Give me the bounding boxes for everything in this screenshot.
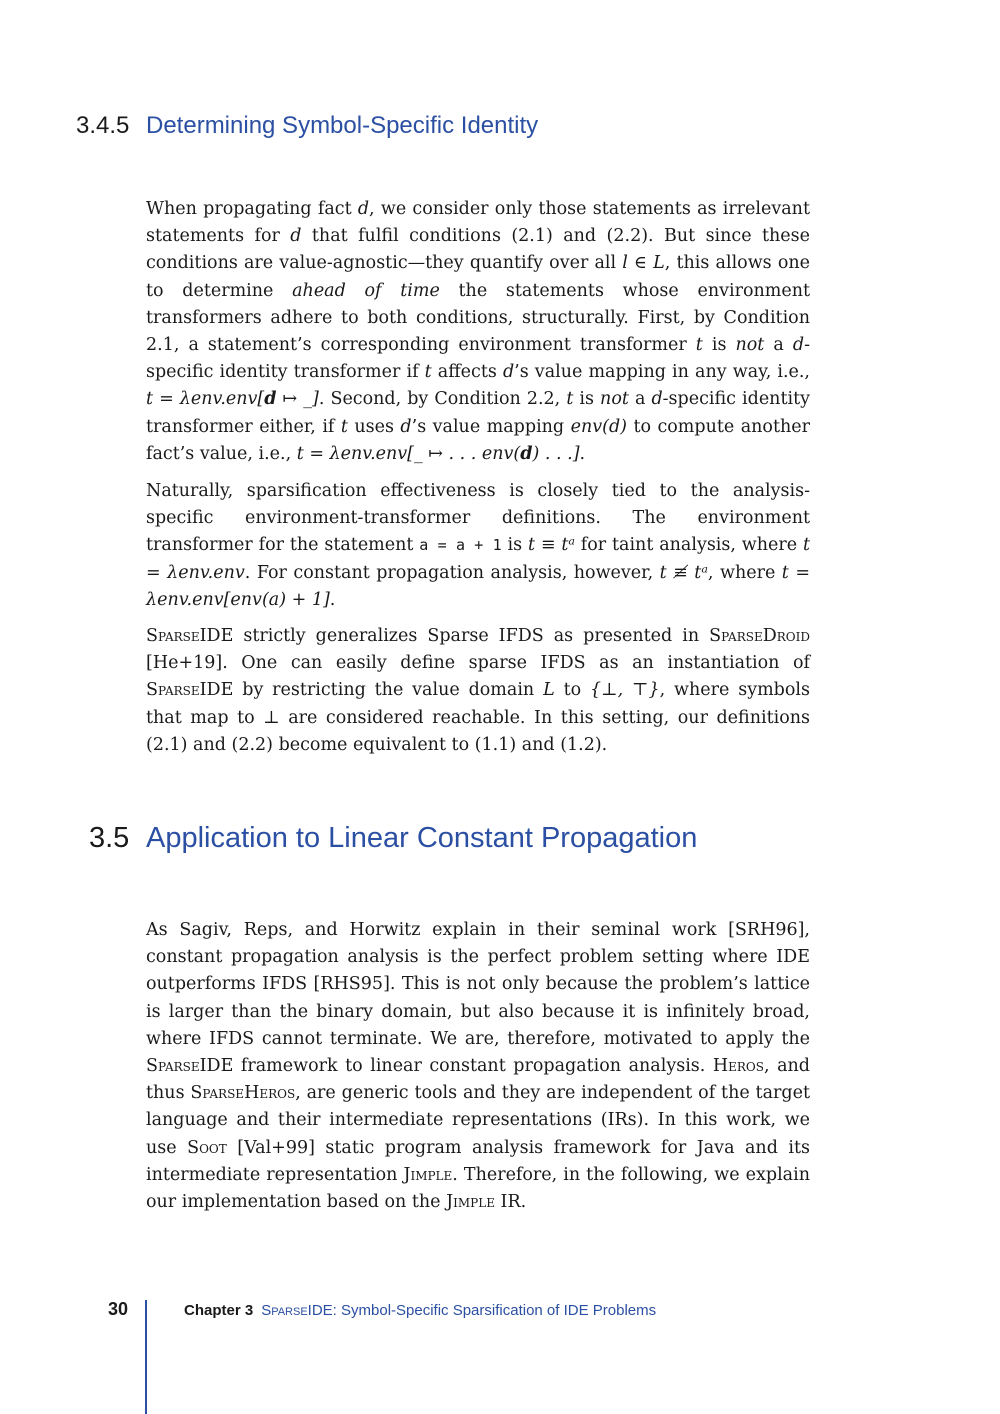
- page-number: 30: [108, 1299, 129, 1319]
- footer-divider: [145, 1300, 147, 1414]
- section-number: 3.4.5: [76, 112, 130, 139]
- running-footer: [184, 1302, 656, 1319]
- code-statement: a = a + 1: [419, 536, 502, 555]
- chapter-title: IDE: Symbol-Specific Sparsification of IDE Problems: [307, 1302, 657, 1319]
- paragraph-constant-propagation: As Sagiv, Reps, and Horwitz explain in their seminal work [SRH96], constant propagation analysis is the perfect problem setting where IDE outperforms IFDS [RHS95]. This is not only because the problem’s lattice is larger than the binary domain, but also because it is infinitely broad, where IFDS cannot terminate. We are, therefore, motivated to apply the SparseIDE framework to linear constant propagation analysis. Heros, and thus SparseHeros, are generic tools and they are independent of the target language and their intermediate representations (IRs). In this work, we use Soot [Val+99] static program analysis framework for Java and its intermediate representation Jimple. Therefore, in the following, we explain our implementation based on the Jimple IR.: [146, 920, 811, 1213]
- section-number: 3.5: [89, 822, 130, 854]
- paragraph-generalization: SparseIDE strictly generalizes Sparse IFDS as presented in SparseDroid [He+19]. One can easily define sparse IFDS as an instantiation of SparseIDE by restricting the value domain L to {⊥, ⊤}, where symbols that map to ⊥ are considered reachable. In this setting, our definitions (2.1) and (2.2) become equivalent to (1.1) and (1.2).: [146, 626, 810, 755]
- chapter-title-smallcaps: Sparse: [261, 1302, 308, 1319]
- section-title: Application to Linear Constant Propagation: [146, 822, 698, 854]
- section-title: Determining Symbol-Specific Identity: [146, 112, 539, 139]
- section-heading-3-5: [89, 822, 697, 855]
- chapter-label: Chapter 3: [184, 1302, 254, 1319]
- section-heading-3-4-5: [76, 112, 538, 140]
- paragraph-identity: When propagating fact d, we consider only those statements as irrelevant statements for d that fulfil conditions (2.1) and (2.2). But since these conditions are value-agnostic—they quantify over all l ∈ L, this allows one to determine ahead of time the statements whose environment transformers adhere to both conditions, structurally. First, by Condition 2.1, a statement’s corresponding environment transformer t is not a d-specific identity transformer if t affects d’s value mapping in any way, i.e., t = λenv.env[d ↦ _]. Second, by Condition 2.2, t is not a d-specific identity transformer either, if t uses d’s value mapping env(d) to compute another fact’s value, i.e., t = λenv.env[_ ↦ . . . env(d) . . .].: [146, 199, 811, 464]
- paragraph-sparsification: Naturally, sparsification effectiveness is closely tied to the analysis-specific environment-transformer definitions. The environment transformer for the statement a = a + 1 is t ≡ tᵃ for taint analysis, where t = λenv.env. For constant propagation analysis, however, t ≢ tᵃ, where t = λenv.env[env(a) + 1].: [146, 481, 811, 610]
